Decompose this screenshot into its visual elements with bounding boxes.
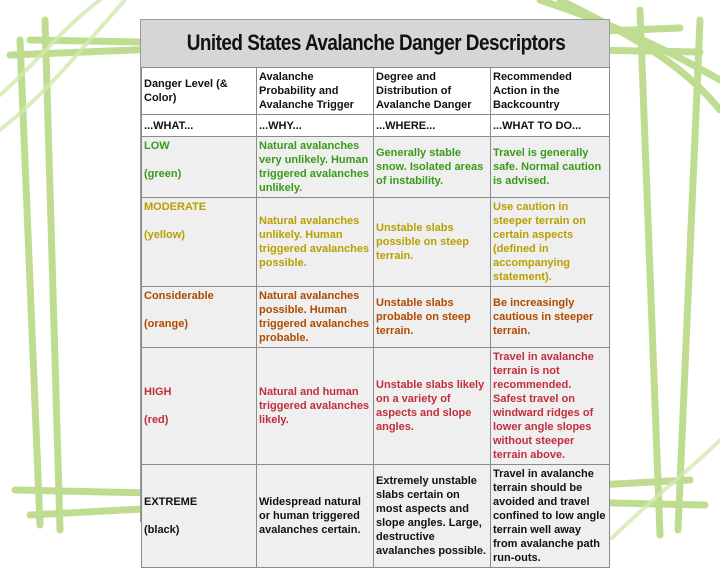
danger-level-name: MODERATE — [144, 201, 207, 213]
column-subheader: ...WHY... — [257, 115, 374, 137]
column-header: Avalanche Probability and Avalanche Trigger — [257, 68, 374, 115]
action-cell: Travel in avalanche terrain should be avoided and travel confined to low angle terrain well away from avalanche path run-outs. — [491, 465, 610, 568]
table-row — [142, 465, 610, 568]
header-row — [142, 68, 610, 115]
column-header: Degree and Distribution of Avalanche Danger — [374, 68, 491, 115]
danger-level-name: Considerable — [144, 290, 214, 302]
danger-level-cell — [142, 348, 257, 465]
danger-level-color: (green) — [144, 168, 182, 180]
subheader-row — [142, 115, 610, 137]
distribution-cell: Unstable slabs likely on a variety of aspects and slope angles. — [374, 348, 491, 465]
table-row — [142, 198, 610, 287]
danger-level-name: HIGH — [144, 386, 172, 398]
distribution-cell: Extremely unstable slabs certain on most aspects and slope angles. Large, destructive avalanches possible. — [374, 465, 491, 568]
table-row — [142, 287, 610, 348]
distribution-cell: Generally stable snow. Isolated areas of instability. — [374, 137, 491, 198]
column-subheader: ...WHERE... — [374, 115, 491, 137]
danger-level-cell — [142, 465, 257, 568]
danger-level-color: (yellow) — [144, 229, 185, 241]
action-cell: Use caution in steeper terrain on certain aspects (defined in accompanying statement). — [491, 198, 610, 287]
danger-level-name: EXTREME — [144, 496, 198, 508]
distribution-cell: Unstable slabs possible on steep terrain. — [374, 198, 491, 287]
probability-cell: Natural avalanches unlikely. Human triggered avalanches possible. — [257, 198, 374, 287]
danger-level-cell — [142, 287, 257, 348]
table-row — [142, 348, 610, 465]
table-row — [142, 137, 610, 198]
column-header: Danger Level (& Color) — [142, 68, 257, 115]
column-header: Recommended Action in the Backcountry — [491, 68, 610, 115]
descriptor-panel — [140, 19, 610, 564]
danger-level-cell — [142, 198, 257, 287]
column-subheader: ...WHAT... — [142, 115, 257, 137]
action-cell: Travel in avalanche terrain is not recommended. Safest travel on windward ridges of lower angle slopes without steeper terrain above. — [491, 348, 610, 465]
danger-table — [141, 67, 610, 568]
danger-level-cell — [142, 137, 257, 198]
column-subheader: ...WHAT TO DO... — [491, 115, 610, 137]
danger-level-color: (orange) — [144, 318, 188, 330]
probability-cell: Natural avalanches possible. Human triggered avalanches probable. — [257, 287, 374, 348]
danger-level-name: LOW — [144, 140, 170, 152]
distribution-cell: Unstable slabs probable on steep terrain. — [374, 287, 491, 348]
action-cell: Be increasingly cautious in steeper terrain. — [491, 287, 610, 348]
probability-cell: Natural avalanches very unlikely. Human triggered avalanches unlikely. — [257, 137, 374, 198]
probability-cell: Natural and human triggered avalanches likely. — [257, 348, 374, 465]
page-title: United States Avalanche Danger Descriptors — [186, 30, 566, 55]
probability-cell: Widespread natural or human triggered avalanches certain. — [257, 465, 374, 568]
danger-level-color: (red) — [144, 414, 169, 426]
action-cell: Travel is generally safe. Normal caution is advised. — [491, 137, 610, 198]
danger-level-color: (black) — [144, 524, 180, 536]
